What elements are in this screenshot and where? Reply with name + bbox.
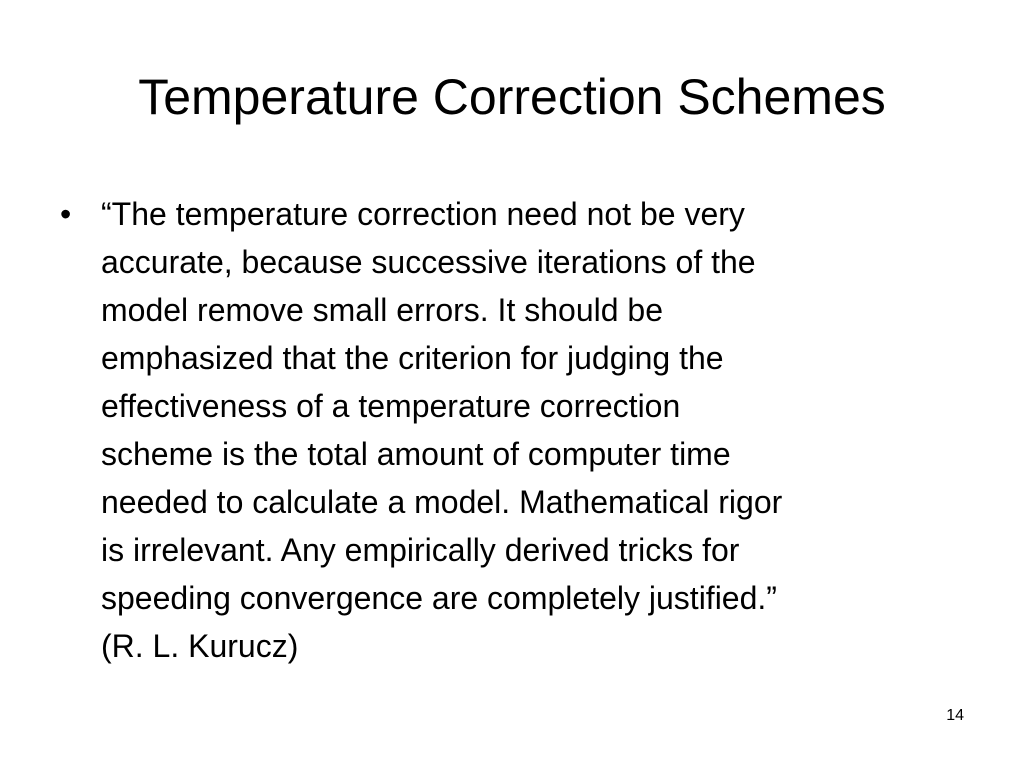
quote-attribution: (R. L. Kurucz) (101, 628, 299, 664)
page-number: 14 (946, 707, 964, 724)
quote-line: needed to calculate a model. Mathematical rigor (101, 484, 783, 520)
quote-line: scheme is the total amount of computer time (101, 436, 731, 472)
bullet-icon: • (60, 196, 72, 232)
quote-line: speeding convergence are completely justified.” (101, 580, 777, 616)
quote-line: accurate, because successive iterations of the (101, 244, 756, 280)
quote-line: “The temperature correction need not be very (101, 196, 745, 232)
slide-title: Temperature Correction Schemes (138, 69, 886, 125)
slide-body (60, 190, 990, 670)
bullet-item (60, 190, 990, 670)
quote-line: model remove small errors. It should be (101, 292, 663, 328)
quote-line: is irrelevant. Any empirically derived tricks for (101, 532, 740, 568)
quote-line: effectiveness of a temperature correction (101, 388, 681, 424)
quote-line: emphasized that the criterion for judging the (101, 340, 724, 376)
